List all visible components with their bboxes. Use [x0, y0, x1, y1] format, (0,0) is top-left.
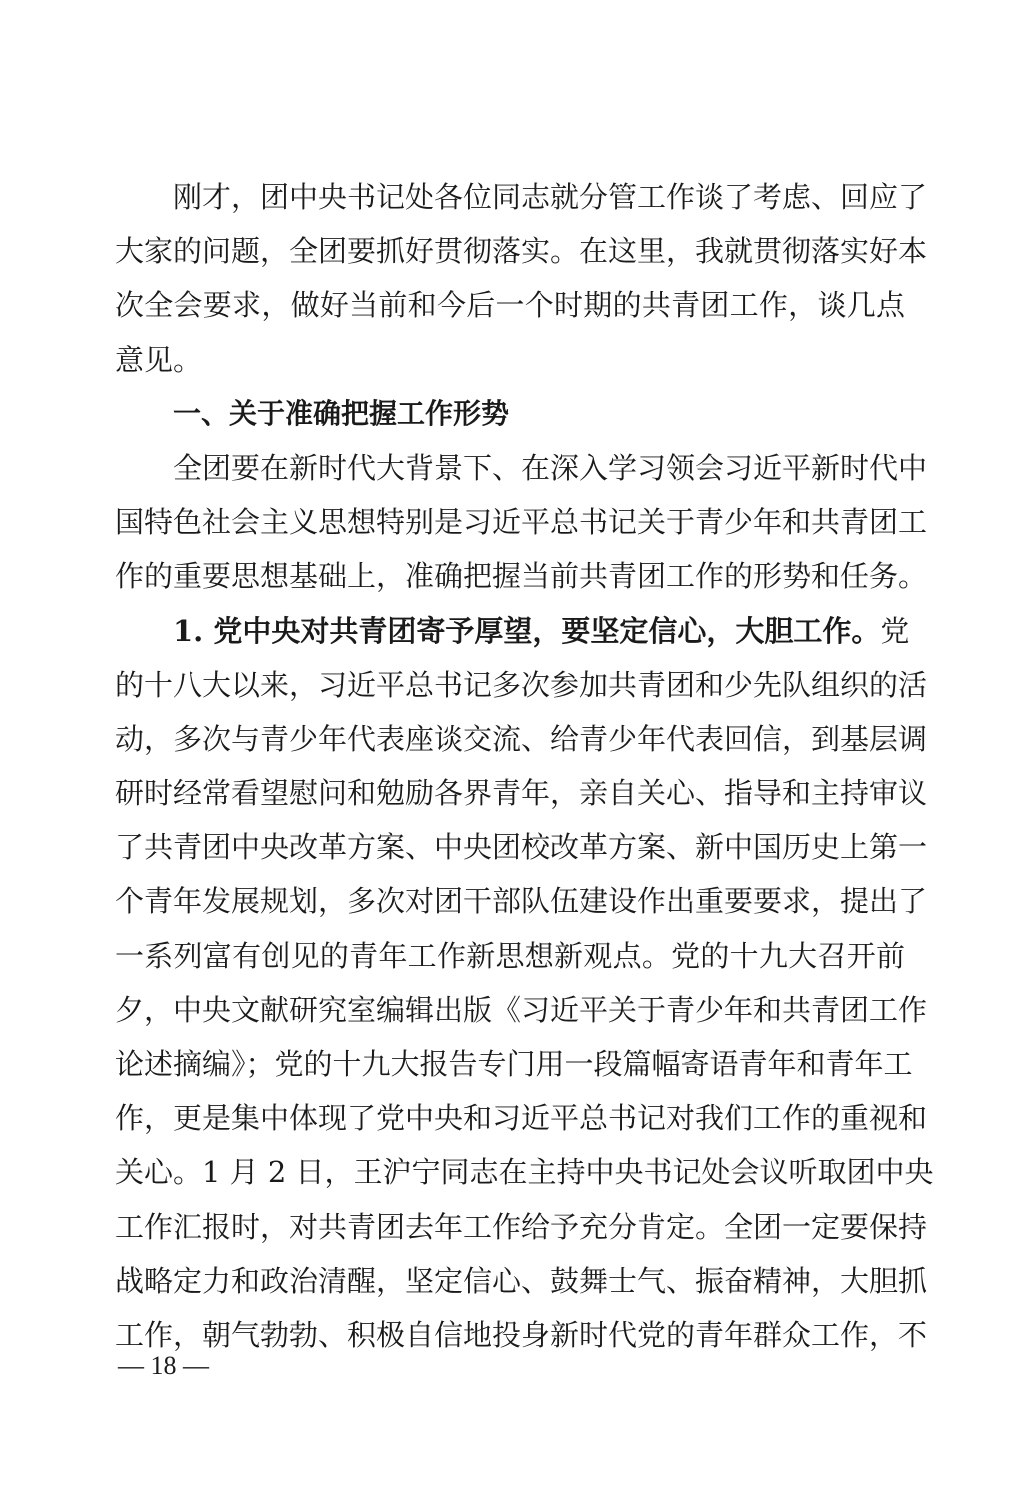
- text-line: 全团要在新时代大背景下、在深入学习领会习近平新时代中: [173, 450, 928, 485]
- section-paragraph: [115, 441, 928, 604]
- text-line: 大家的问题，全团要抓好贯彻落实。在这里，我就贯彻落实好本: [115, 234, 928, 269]
- text-line: 夕，中央文献研究室编辑出版《习近平关于青少年和共青团工作: [115, 992, 928, 1027]
- text-line: 作的重要思想基础上，准确把握当前共青团工作的形势和任务。: [115, 559, 928, 594]
- page-number: — 18 —: [118, 1351, 209, 1380]
- document-body: [115, 170, 934, 1362]
- item-1-first-line: [115, 604, 910, 658]
- text-line: 一系列富有创见的青年工作新思想新观点。党的十九大召开前: [115, 938, 905, 973]
- item-1-paragraph: [115, 604, 934, 1363]
- text-line: 个青年发展规划，多次对团干部队伍建设作出重要要求，提出了: [115, 884, 928, 919]
- text-line: 关心。1 月 2 日，王沪宁同志在主持中央书记处会议听取团中央: [115, 1155, 934, 1190]
- text-line: 战略定力和政治清醒，坚定信心、鼓舞士气、振奋精神，大胆抓: [115, 1263, 928, 1298]
- text-line: 研时经常看望慰问和勉励各界青年，亲自关心、指导和主持审议: [115, 776, 928, 811]
- item-1-first-line-rest: 党: [880, 613, 910, 648]
- text-line: 动，多次与青少年代表座谈交流、给青少年代表回信，到基层调: [115, 721, 928, 756]
- item-1-lead: 1. 党中央对共青团寄予厚望，要坚定信心，大胆工作。: [173, 613, 881, 648]
- text-line: 次全会要求，做好当前和今后一个时期的共青团工作，谈几点: [115, 288, 905, 323]
- text-line: 的十八大以来，习近平总书记多次参加共青团和少先队组织的活: [115, 667, 928, 702]
- text-line: 意见。: [115, 342, 203, 377]
- section-heading: 一、关于准确把握工作形势: [173, 396, 510, 430]
- intro-paragraph: [115, 170, 928, 387]
- text-line: 了共青团中央改革方案、中央团校改革方案、新中国历史上第一: [115, 830, 928, 865]
- text-line: 刚才，团中央书记处各位同志就分管工作谈了考虑、回应了: [173, 180, 928, 214]
- text-line: 论述摘编》；党的十九大报告专门用一段篇幅寄语青年和青年工: [115, 1047, 913, 1081]
- text-line: 工作，朝气勃勃、积极自信地投身新时代党的青年群众工作，不: [115, 1317, 928, 1352]
- text-line: 作，更是集中体现了党中央和习近平总书记对我们工作的重视和: [115, 1101, 928, 1136]
- text-line: 国特色社会主义思想特别是习近平总书记关于青少年和共青团工: [115, 505, 928, 540]
- text-line: 工作汇报时，对共青团去年工作给予充分肯定。全团一定要保持: [115, 1209, 928, 1244]
